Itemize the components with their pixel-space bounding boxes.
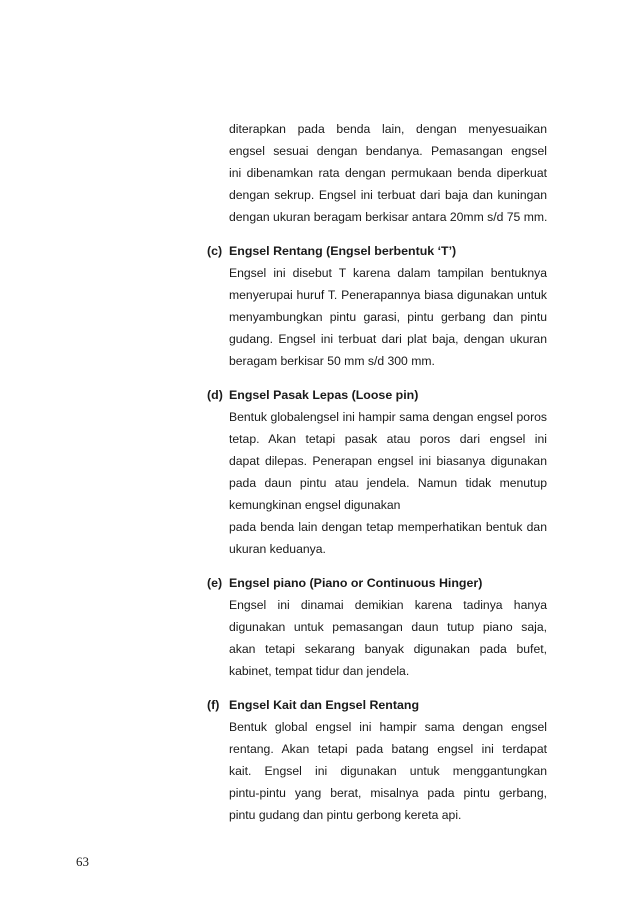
section-label: (c): [207, 244, 223, 258]
body-line: akan tetapi sekarang banyak digunakan pada bufet,: [229, 642, 547, 656]
body-line: tetap. Akan tetapi pasak atau poros dari engsel ini: [229, 432, 547, 446]
section-title: Engsel Rentang (Engsel berbentuk ‘T’): [229, 244, 457, 258]
intro-line: engsel sesuai dengan bendanya. Pemasangan engsel: [229, 144, 547, 158]
page-number: 63: [76, 854, 89, 869]
section-label: (d): [207, 388, 223, 402]
body-line: ukuran keduanya.: [229, 542, 326, 556]
section-label: (f): [207, 698, 220, 712]
body-line: menyambungkan pintu garasi, pintu gerbang dan pintu: [229, 310, 547, 324]
section-body: [229, 262, 547, 372]
intro-line: dengan ukuran beragam berkisar antara 20mm s/d 75 mm.: [229, 210, 548, 224]
body-line: Bentuk globalengsel ini hampir sama dengan engsel poros: [229, 410, 547, 424]
section-heading: [207, 384, 547, 406]
body-line: pintu-pintu yang berat, misalnya pada pintu gerbang,: [229, 786, 547, 800]
section-heading: [207, 572, 547, 594]
section-heading: [207, 694, 547, 716]
body-line: pada daun pintu atau jendela. Namun tidak menutup: [229, 476, 547, 490]
section-body: [229, 594, 547, 682]
section-c: [207, 240, 547, 372]
body-line: pintu gudang dan pintu gerbong kereta api.: [229, 808, 462, 822]
section-body: [229, 406, 547, 560]
body-line: kabinet, tempat tidur dan jendela.: [229, 664, 410, 678]
body-line: Engsel ini dinamai demikian karena tadinya hanya: [229, 598, 547, 612]
section-e: [207, 572, 547, 682]
section-title: Engsel Kait dan Engsel Rentang: [229, 698, 420, 712]
body-line: Engsel ini disebut T karena dalam tampilan bentuknya: [229, 266, 547, 280]
body-line: pada benda lain dengan tetap memperhatikan bentuk dan: [229, 520, 547, 534]
body-line: kait. Engsel ini digunakan untuk menggantungkan: [229, 764, 547, 778]
body-line: rentang. Akan tetapi pada batang engsel ini terdapat: [229, 742, 547, 756]
section-f: [207, 694, 547, 826]
intro-line: diterapkan pada benda lain, dengan menyesuaikan: [229, 122, 547, 136]
body-line: beragam berkisar 50 mm s/d 300 mm.: [229, 354, 435, 368]
body-line: digunakan untuk pemasangan daun tutup piano saja,: [229, 620, 547, 634]
intro-paragraph: [229, 118, 547, 228]
body-line: Bentuk global engsel ini hampir sama dengan engsel: [229, 720, 547, 734]
body-line: kemungkinan engsel digunakan: [229, 498, 401, 512]
section-d: [207, 384, 547, 560]
section-heading: [207, 240, 547, 262]
section-body: [229, 716, 547, 826]
body-line: menyerupai huruf T. Penerapannya biasa digunakan untuk: [229, 288, 547, 302]
intro-line: dengan sekrup. Engsel ini terbuat dari baja dan kuningan: [229, 188, 547, 202]
body-line: dapat dilepas. Penerapan engsel ini biasanya digunakan: [229, 454, 547, 468]
intro-line: ini dibenamkan rata dengan permukaan benda diperkuat: [229, 166, 547, 180]
section-title: Engsel Pasak Lepas (Loose pin): [229, 388, 419, 402]
page-content: [207, 118, 547, 826]
section-title: Engsel piano (Piano or Continuous Hinger): [229, 576, 483, 590]
section-label: (e): [207, 576, 223, 590]
body-line: gudang. Engsel ini terbuat dari plat baja, dengan ukuran: [229, 332, 547, 346]
